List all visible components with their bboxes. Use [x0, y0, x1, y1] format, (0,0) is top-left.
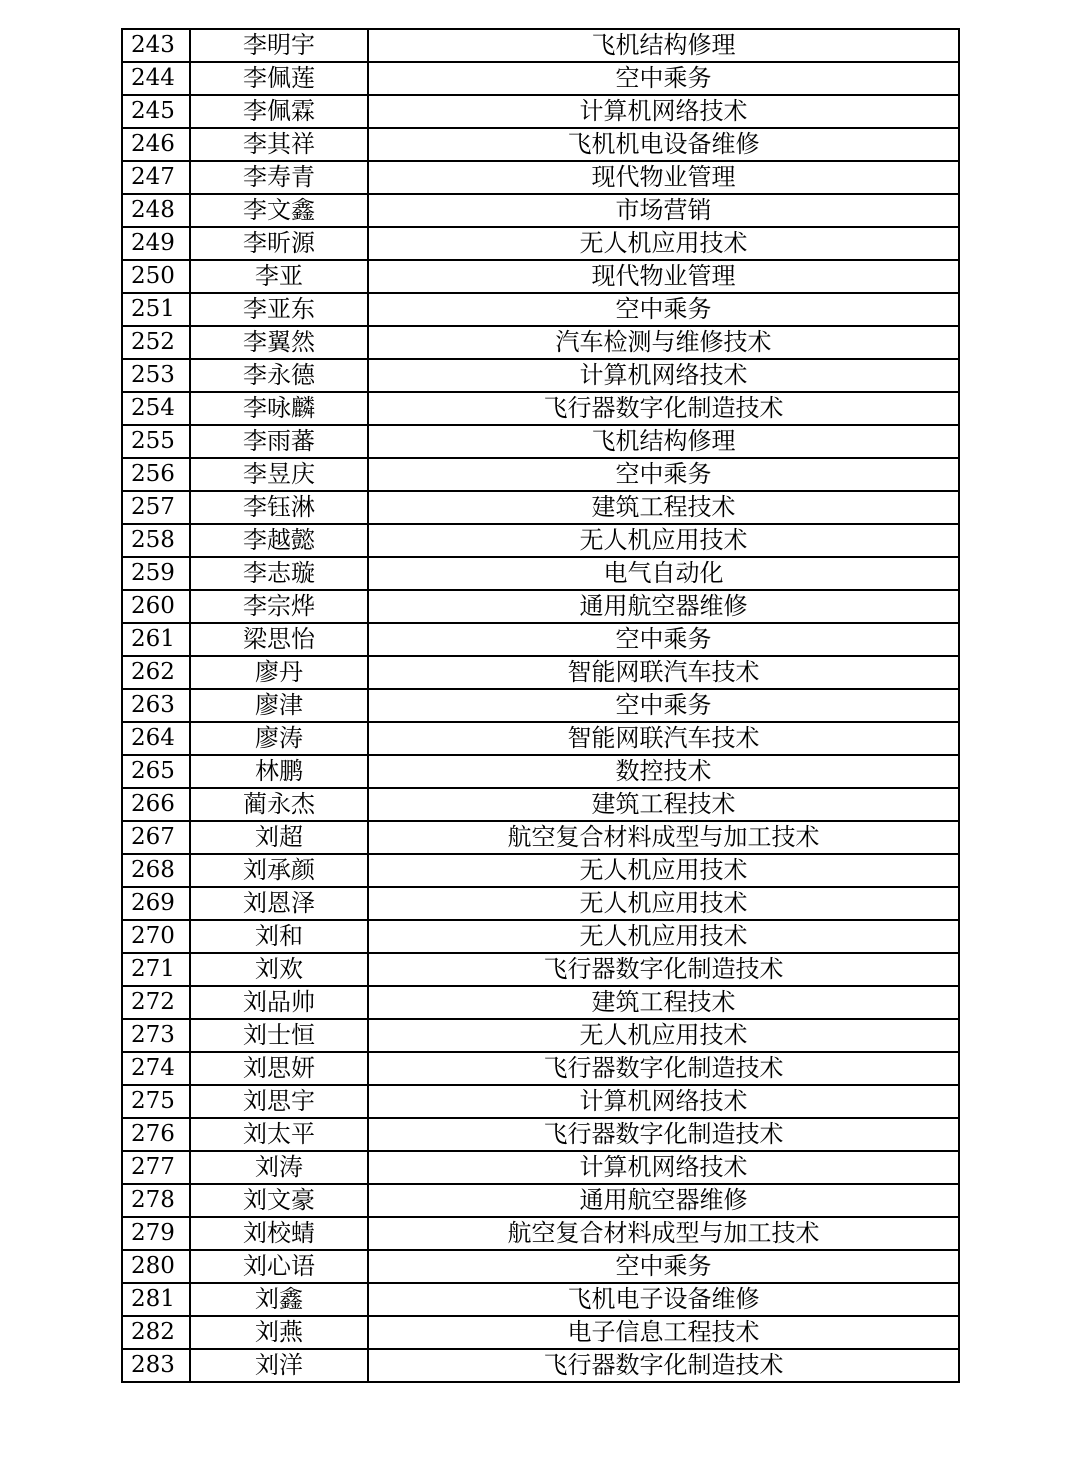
table-row	[122, 1019, 959, 1052]
student-name-cell: 廖津	[190, 689, 368, 722]
student-name-cell: 李亚	[190, 260, 368, 293]
student-name-cell: 李咏麟	[190, 392, 368, 425]
major-cell: 飞行器数字化制造技术	[368, 953, 959, 986]
student-name-cell: 廖丹	[190, 656, 368, 689]
table-row	[122, 95, 959, 128]
major-cell: 航空复合材料成型与加工技术	[368, 821, 959, 854]
row-number-cell: 260	[122, 590, 190, 623]
table-row	[122, 1118, 959, 1151]
major-cell: 建筑工程技术	[368, 491, 959, 524]
row-number-cell: 243	[122, 29, 190, 62]
table-row	[122, 1349, 959, 1382]
table-row	[122, 623, 959, 656]
major-cell: 飞行器数字化制造技术	[368, 392, 959, 425]
row-number-cell: 244	[122, 62, 190, 95]
row-number-cell: 278	[122, 1184, 190, 1217]
row-number-cell: 280	[122, 1250, 190, 1283]
table-row	[122, 887, 959, 920]
table-row	[122, 722, 959, 755]
major-cell: 飞行器数字化制造技术	[368, 1349, 959, 1382]
student-name-cell: 林鹏	[190, 755, 368, 788]
student-name-cell: 李亚东	[190, 293, 368, 326]
row-number-cell: 272	[122, 986, 190, 1019]
major-cell: 现代物业管理	[368, 161, 959, 194]
student-name-cell: 刘燕	[190, 1316, 368, 1349]
major-cell: 通用航空器维修	[368, 590, 959, 623]
row-number-cell: 264	[122, 722, 190, 755]
row-number-cell: 247	[122, 161, 190, 194]
major-cell: 飞机电子设备维修	[368, 1283, 959, 1316]
row-number-cell: 246	[122, 128, 190, 161]
student-name-cell: 李其祥	[190, 128, 368, 161]
table-row	[122, 986, 959, 1019]
table-row	[122, 227, 959, 260]
row-number-cell: 267	[122, 821, 190, 854]
student-name-cell: 李文鑫	[190, 194, 368, 227]
major-cell: 飞行器数字化制造技术	[368, 1052, 959, 1085]
table-row	[122, 326, 959, 359]
major-cell: 建筑工程技术	[368, 986, 959, 1019]
row-number-cell: 248	[122, 194, 190, 227]
major-cell: 无人机应用技术	[368, 920, 959, 953]
row-number-cell: 279	[122, 1217, 190, 1250]
table-row	[122, 194, 959, 227]
major-cell: 计算机网络技术	[368, 359, 959, 392]
student-name-cell: 李佩霖	[190, 95, 368, 128]
major-cell: 空中乘务	[368, 62, 959, 95]
student-name-cell: 李佩莲	[190, 62, 368, 95]
row-number-cell: 252	[122, 326, 190, 359]
roster-body	[122, 29, 959, 1382]
table-row	[122, 128, 959, 161]
table-row	[122, 557, 959, 590]
major-cell: 飞机结构修理	[368, 425, 959, 458]
row-number-cell: 245	[122, 95, 190, 128]
student-name-cell: 刘超	[190, 821, 368, 854]
table-row	[122, 755, 959, 788]
student-name-cell: 李永德	[190, 359, 368, 392]
row-number-cell: 250	[122, 260, 190, 293]
table-row	[122, 392, 959, 425]
table-row	[122, 359, 959, 392]
table-row	[122, 920, 959, 953]
row-number-cell: 254	[122, 392, 190, 425]
table-row	[122, 260, 959, 293]
row-number-cell: 258	[122, 524, 190, 557]
table-row	[122, 1316, 959, 1349]
major-cell: 电子信息工程技术	[368, 1316, 959, 1349]
student-name-cell: 李翼然	[190, 326, 368, 359]
student-name-cell: 刘思妍	[190, 1052, 368, 1085]
student-name-cell: 廖涛	[190, 722, 368, 755]
table-row	[122, 1250, 959, 1283]
table-row	[122, 524, 959, 557]
major-cell: 无人机应用技术	[368, 854, 959, 887]
row-number-cell: 249	[122, 227, 190, 260]
student-name-cell: 刘涛	[190, 1151, 368, 1184]
table-row	[122, 458, 959, 491]
major-cell: 飞机结构修理	[368, 29, 959, 62]
student-name-cell: 李雨蕃	[190, 425, 368, 458]
row-number-cell: 253	[122, 359, 190, 392]
row-number-cell: 273	[122, 1019, 190, 1052]
student-name-cell: 李钰淋	[190, 491, 368, 524]
major-cell: 无人机应用技术	[368, 887, 959, 920]
row-number-cell: 271	[122, 953, 190, 986]
table-row	[122, 953, 959, 986]
table-row	[122, 161, 959, 194]
table-row	[122, 1184, 959, 1217]
student-name-cell: 刘士恒	[190, 1019, 368, 1052]
row-number-cell: 276	[122, 1118, 190, 1151]
row-number-cell: 275	[122, 1085, 190, 1118]
table-row	[122, 62, 959, 95]
student-name-cell: 李昱庆	[190, 458, 368, 491]
student-name-cell: 刘鑫	[190, 1283, 368, 1316]
major-cell: 空中乘务	[368, 623, 959, 656]
row-number-cell: 259	[122, 557, 190, 590]
student-name-cell: 刘和	[190, 920, 368, 953]
student-name-cell: 刘太平	[190, 1118, 368, 1151]
row-number-cell: 268	[122, 854, 190, 887]
row-number-cell: 277	[122, 1151, 190, 1184]
student-name-cell: 李明宇	[190, 29, 368, 62]
row-number-cell: 282	[122, 1316, 190, 1349]
major-cell: 空中乘务	[368, 293, 959, 326]
row-number-cell: 265	[122, 755, 190, 788]
table-row	[122, 1283, 959, 1316]
table-row	[122, 821, 959, 854]
table-row	[122, 590, 959, 623]
row-number-cell: 256	[122, 458, 190, 491]
major-cell: 空中乘务	[368, 1250, 959, 1283]
major-cell: 建筑工程技术	[368, 788, 959, 821]
student-name-cell: 刘心语	[190, 1250, 368, 1283]
major-cell: 计算机网络技术	[368, 95, 959, 128]
student-name-cell: 刘思宇	[190, 1085, 368, 1118]
student-roster-table	[121, 28, 960, 1383]
major-cell: 通用航空器维修	[368, 1184, 959, 1217]
row-number-cell: 270	[122, 920, 190, 953]
student-name-cell: 李越懿	[190, 524, 368, 557]
row-number-cell: 274	[122, 1052, 190, 1085]
major-cell: 汽车检测与维修技术	[368, 326, 959, 359]
table-row	[122, 491, 959, 524]
student-name-cell: 李寿青	[190, 161, 368, 194]
table-row	[122, 788, 959, 821]
table-row	[122, 425, 959, 458]
table-row	[122, 1085, 959, 1118]
row-number-cell: 266	[122, 788, 190, 821]
major-cell: 无人机应用技术	[368, 524, 959, 557]
student-name-cell: 刘承颜	[190, 854, 368, 887]
major-cell: 无人机应用技术	[368, 227, 959, 260]
table-row	[122, 293, 959, 326]
student-name-cell: 刘品帅	[190, 986, 368, 1019]
table-row	[122, 1151, 959, 1184]
table-row	[122, 656, 959, 689]
major-cell: 智能网联汽车技术	[368, 722, 959, 755]
table-row	[122, 1052, 959, 1085]
table-row	[122, 1217, 959, 1250]
student-name-cell: 刘校蜻	[190, 1217, 368, 1250]
major-cell: 空中乘务	[368, 458, 959, 491]
student-name-cell: 刘欢	[190, 953, 368, 986]
major-cell: 市场营销	[368, 194, 959, 227]
major-cell: 计算机网络技术	[368, 1151, 959, 1184]
student-name-cell: 刘恩泽	[190, 887, 368, 920]
row-number-cell: 283	[122, 1349, 190, 1382]
row-number-cell: 251	[122, 293, 190, 326]
row-number-cell: 257	[122, 491, 190, 524]
row-number-cell: 261	[122, 623, 190, 656]
major-cell: 计算机网络技术	[368, 1085, 959, 1118]
major-cell: 飞行器数字化制造技术	[368, 1118, 959, 1151]
row-number-cell: 262	[122, 656, 190, 689]
major-cell: 智能网联汽车技术	[368, 656, 959, 689]
major-cell: 现代物业管理	[368, 260, 959, 293]
table-row	[122, 854, 959, 887]
student-name-cell: 刘洋	[190, 1349, 368, 1382]
major-cell: 数控技术	[368, 755, 959, 788]
major-cell: 无人机应用技术	[368, 1019, 959, 1052]
student-name-cell: 蔺永杰	[190, 788, 368, 821]
student-name-cell: 李志璇	[190, 557, 368, 590]
table-row	[122, 29, 959, 62]
table-row	[122, 689, 959, 722]
row-number-cell: 255	[122, 425, 190, 458]
major-cell: 航空复合材料成型与加工技术	[368, 1217, 959, 1250]
student-name-cell: 刘文豪	[190, 1184, 368, 1217]
row-number-cell: 263	[122, 689, 190, 722]
major-cell: 空中乘务	[368, 689, 959, 722]
row-number-cell: 269	[122, 887, 190, 920]
row-number-cell: 281	[122, 1283, 190, 1316]
student-name-cell: 李昕源	[190, 227, 368, 260]
student-name-cell: 李宗烨	[190, 590, 368, 623]
major-cell: 飞机机电设备维修	[368, 128, 959, 161]
student-name-cell: 梁思怡	[190, 623, 368, 656]
major-cell: 电气自动化	[368, 557, 959, 590]
